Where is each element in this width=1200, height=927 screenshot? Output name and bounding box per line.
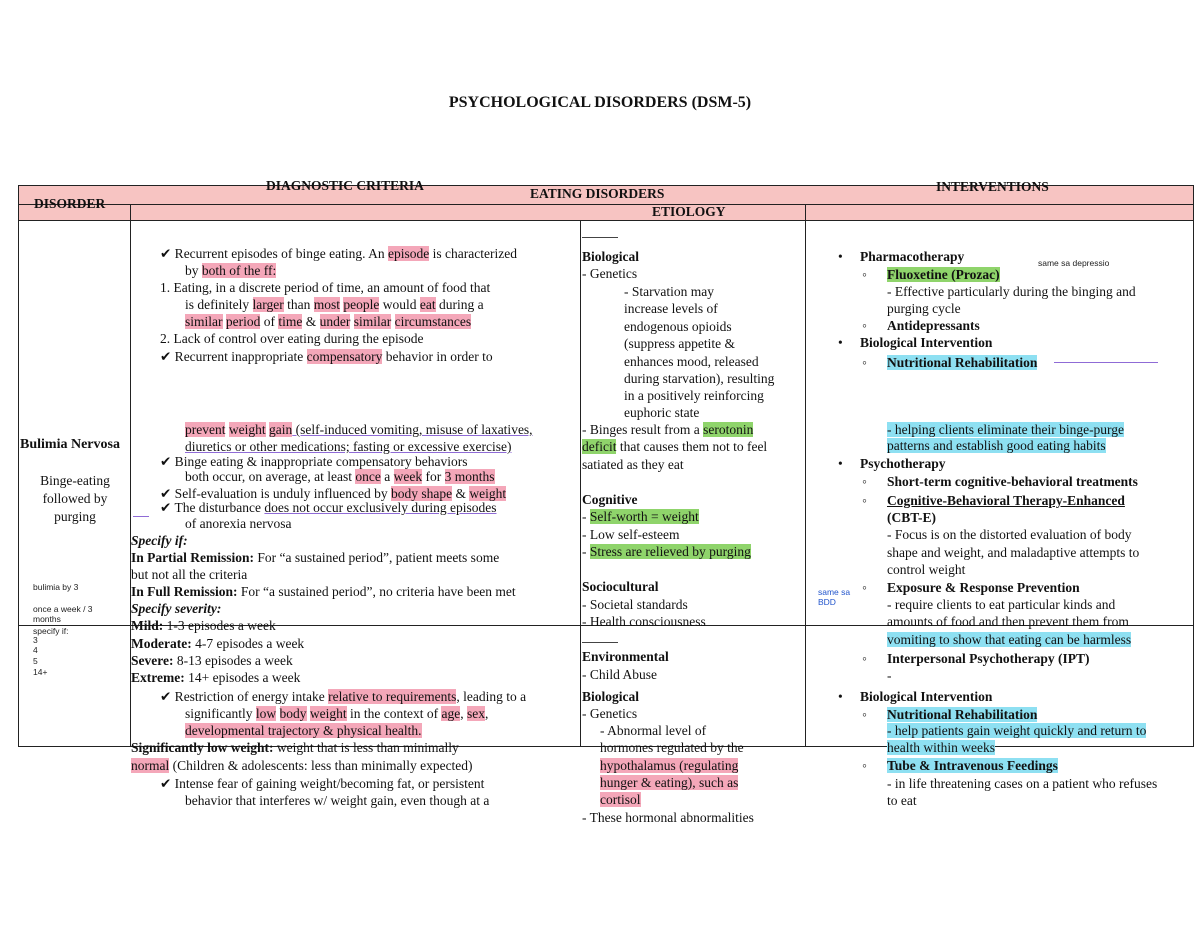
- header-etiology: ETIOLOGY: [652, 204, 726, 219]
- etiology-line: - Starvation may: [624, 284, 714, 299]
- intervention-item: Cognitive-Behavioral Therapy-Enhanced: [887, 493, 1125, 508]
- intervention-item: Antidepressants: [887, 318, 980, 333]
- handwritten-note: same sa: [818, 587, 851, 597]
- underline-mark: [582, 642, 618, 643]
- criteria-line: by both of the ff:: [185, 263, 277, 278]
- table-border-left: [18, 185, 19, 747]
- bullet-icon: •: [838, 249, 843, 264]
- intervention-heading: Biological Intervention: [860, 335, 993, 350]
- etiology-line: - Binges result from a serotonin: [582, 422, 754, 437]
- circle-bullet-icon: ◦: [862, 318, 867, 333]
- etiology-heading: Cognitive: [582, 492, 638, 507]
- header-disorder: DISORDER: [34, 196, 106, 211]
- etiology-line: endogenous opioids: [624, 319, 732, 334]
- handwritten-note: same sa depressio: [1038, 258, 1110, 268]
- table-border: [805, 204, 806, 747]
- bullet-icon: •: [838, 689, 843, 704]
- intervention-item: Fluoxetine (Prozac): [887, 267, 1000, 282]
- handwritten-note: bulimia by 3: [33, 582, 79, 592]
- intervention-line: - helping clients eliminate their binge-purge: [887, 422, 1125, 437]
- intervention-item: (CBT-E): [887, 510, 937, 525]
- intervention-item: Exposure & Response Prevention: [887, 580, 1080, 595]
- handwritten-note: specify if:: [33, 626, 69, 636]
- etiology-line: - Stress are relieved by purging: [582, 544, 751, 559]
- criteria-line: ✔ Recurrent inappropriate compensatory behavior in order to: [160, 349, 493, 364]
- criteria-line: ✔ Binge eating & inappropriate compensatory behaviors: [160, 454, 468, 469]
- etiology-line: hormones regulated by the: [600, 740, 744, 755]
- criteria-line: Severe: 8-13 episodes a week: [131, 653, 293, 668]
- etiology-line: - Genetics: [582, 706, 638, 721]
- etiology-line: cortisol: [600, 792, 641, 807]
- handwritten-note: 3: [33, 635, 38, 645]
- intervention-line: amounts of food and then prevent them from: [887, 614, 1129, 629]
- etiology-line: enhances mood, released: [624, 354, 759, 369]
- etiology-line: (suppress appetite &: [624, 336, 735, 351]
- etiology-line: - These hormonal abnormalities: [582, 810, 754, 825]
- bullet-icon: •: [838, 456, 843, 471]
- criteria-line: normal (Children & adolescents: less than minimally expected): [131, 758, 473, 773]
- criteria-line: Mild: 1-3 episodes a week: [131, 618, 276, 633]
- criteria-line: Significantly low weight: weight that is less than minimally: [131, 740, 459, 755]
- criteria-line: is definitely larger than most people would eat during a: [185, 297, 484, 312]
- disorder-description-line: Binge-eating: [40, 473, 110, 488]
- handwritten-note: 5: [33, 656, 38, 666]
- intervention-item: Short-term cognitive-behavioral treatments: [887, 474, 1138, 489]
- criteria-line: of anorexia nervosa: [185, 516, 292, 531]
- criteria-line: ✔ Self-evaluation is unduly influenced by body shape & weight: [160, 486, 507, 501]
- intervention-line: to eat: [887, 793, 917, 808]
- intervention-line: - in life threatening cases on a patient who refuses: [887, 776, 1158, 791]
- handwritten-note: 4: [33, 645, 38, 655]
- intervention-line: -: [887, 668, 892, 683]
- criteria-line: but not all the criteria: [131, 567, 248, 582]
- etiology-line: during starvation), resulting: [624, 371, 775, 386]
- underline-mark: [1054, 362, 1158, 363]
- criteria-line: ✔ The disturbance does not occur exclusively during episodes: [160, 500, 497, 515]
- criteria-line: Extreme: 14+ episodes a week: [131, 670, 301, 685]
- table-border: [18, 220, 1194, 221]
- etiology-line: deficit that causes them not to feel: [582, 439, 768, 454]
- intervention-heading: Biological Intervention: [860, 689, 993, 704]
- handwritten-note: 14+: [33, 667, 48, 677]
- etiology-line: - Abnormal level of: [600, 723, 707, 738]
- intervention-line: - Focus is on the distorted evaluation of body: [887, 527, 1132, 542]
- etiology-line: - Societal standards: [582, 597, 688, 612]
- intervention-item: Tube & Intravenous Feedings: [887, 758, 1058, 773]
- etiology-line: - Low self-esteem: [582, 527, 680, 542]
- etiology-heading: Biological: [582, 249, 639, 264]
- etiology-line: increase levels of: [624, 301, 718, 316]
- intervention-item: Interpersonal Psychotherapy (IPT): [887, 651, 1090, 666]
- criteria-line: ✔ Intense fear of gaining weight/becoming fat, or persistent: [160, 776, 485, 791]
- circle-bullet-icon: ◦: [862, 355, 867, 370]
- circle-bullet-icon: ◦: [862, 474, 867, 489]
- criteria-line: developmental trajectory & physical health.: [185, 723, 422, 738]
- etiology-line: hunger & eating), such as: [600, 775, 739, 790]
- table-border: [18, 204, 1194, 205]
- handwritten-note: months: [33, 614, 61, 624]
- criteria-line: behavior that interferes w/ weight gain, even though at a: [185, 793, 490, 808]
- criteria-line: prevent weight gain (self-induced vomiting, misuse of laxatives,: [185, 422, 533, 437]
- intervention-line: control weight: [887, 562, 966, 577]
- criteria-line: similar period of time & under similar circumstances: [185, 314, 472, 329]
- table-border: [580, 220, 581, 747]
- header-criteria: DIAGNOSTIC CRITERIA: [266, 178, 424, 193]
- etiology-heading: Sociocultural: [582, 579, 659, 594]
- criteria-line: 2. Lack of control over eating during the episode: [160, 331, 424, 346]
- circle-bullet-icon: ◦: [862, 758, 867, 773]
- circle-bullet-icon: ◦: [862, 580, 867, 595]
- etiology-line: euphoric state: [624, 405, 700, 420]
- intervention-line: - require clients to eat particular kinds and: [887, 597, 1116, 612]
- etiology-heading: Environmental: [582, 649, 669, 664]
- etiology-line: - Genetics: [582, 266, 638, 281]
- intervention-item: Nutritional Rehabilitation: [887, 707, 1038, 722]
- header-interventions: INTERVENTIONS: [936, 179, 1049, 194]
- criteria-line: significantly low body weight in the context of age, sex,: [185, 706, 489, 721]
- intervention-line: - help patients gain weight quickly and return to: [887, 723, 1147, 738]
- circle-bullet-icon: ◦: [862, 707, 867, 722]
- criteria-line: Moderate: 4-7 episodes a week: [131, 636, 305, 651]
- disorder-name: Bulimia Nervosa: [20, 437, 120, 452]
- intervention-heading: Pharmacotherapy: [860, 249, 965, 264]
- criteria-line: 1. Eating, in a discrete period of time, an amount of food that: [160, 280, 491, 295]
- intervention-line: health within weeks: [887, 740, 995, 755]
- etiology-line: - Self-worth = weight: [582, 509, 699, 524]
- bullet-icon: •: [838, 335, 843, 350]
- intervention-line: vomiting to show that eating can be harmless: [887, 632, 1132, 647]
- underline-mark: [582, 237, 618, 238]
- etiology-line: - Child Abuse: [582, 667, 658, 682]
- criteria-line: ✔ Recurrent episodes of binge eating. An episode is characterized: [160, 246, 517, 261]
- circle-bullet-icon: ◦: [862, 651, 867, 666]
- criteria-line: In Partial Remission: For “a sustained period”, patient meets some: [131, 550, 500, 565]
- header-row2-bg: [18, 204, 1194, 220]
- etiology-heading: Biological: [582, 689, 639, 704]
- criteria-line: both occur, on average, at least once a week for 3 months: [185, 469, 495, 484]
- etiology-line: in a positively reinforcing: [624, 388, 764, 403]
- intervention-line: - Effective particularly during the binging and: [887, 284, 1136, 299]
- intervention-line: purging cycle: [887, 301, 961, 316]
- criteria-line: In Full Remission: For “a sustained period”, no criteria have been met: [131, 584, 516, 599]
- etiology-line: satiated as they eat: [582, 457, 684, 472]
- table-border-right: [1193, 185, 1194, 747]
- criteria-line: diuretics or other medications; fasting or excessive exercise): [185, 439, 512, 454]
- page-title: PSYCHOLOGICAL DISORDERS (DSM-5): [448, 94, 752, 111]
- handwritten-note: once a week / 3: [33, 604, 93, 614]
- handwritten-note: BDD: [818, 597, 836, 607]
- intervention-line: shape and weight, and maladaptive attempts to: [887, 545, 1140, 560]
- etiology-line: - Health consciousness: [582, 614, 706, 629]
- disorder-description-line: followed by: [42, 491, 108, 506]
- disorder-description-line: purging: [54, 509, 96, 524]
- criteria-line: ✔ Restriction of energy intake relative to requirements, leading to a: [160, 689, 527, 704]
- intervention-line: patterns and establish good eating habits: [887, 438, 1106, 453]
- etiology-line: hypothalamus (regulating: [600, 758, 739, 773]
- header-section: EATING DISORDERS: [530, 186, 665, 201]
- circle-bullet-icon: ◦: [862, 493, 867, 508]
- intervention-heading: Psychotherapy: [860, 456, 946, 471]
- severity-heading: Specify severity:: [131, 601, 222, 616]
- underline-mark: [133, 516, 149, 517]
- intervention-item: Nutritional Rehabilitation: [887, 355, 1038, 370]
- specify-heading: Specify if:: [131, 533, 188, 548]
- circle-bullet-icon: ◦: [862, 267, 867, 282]
